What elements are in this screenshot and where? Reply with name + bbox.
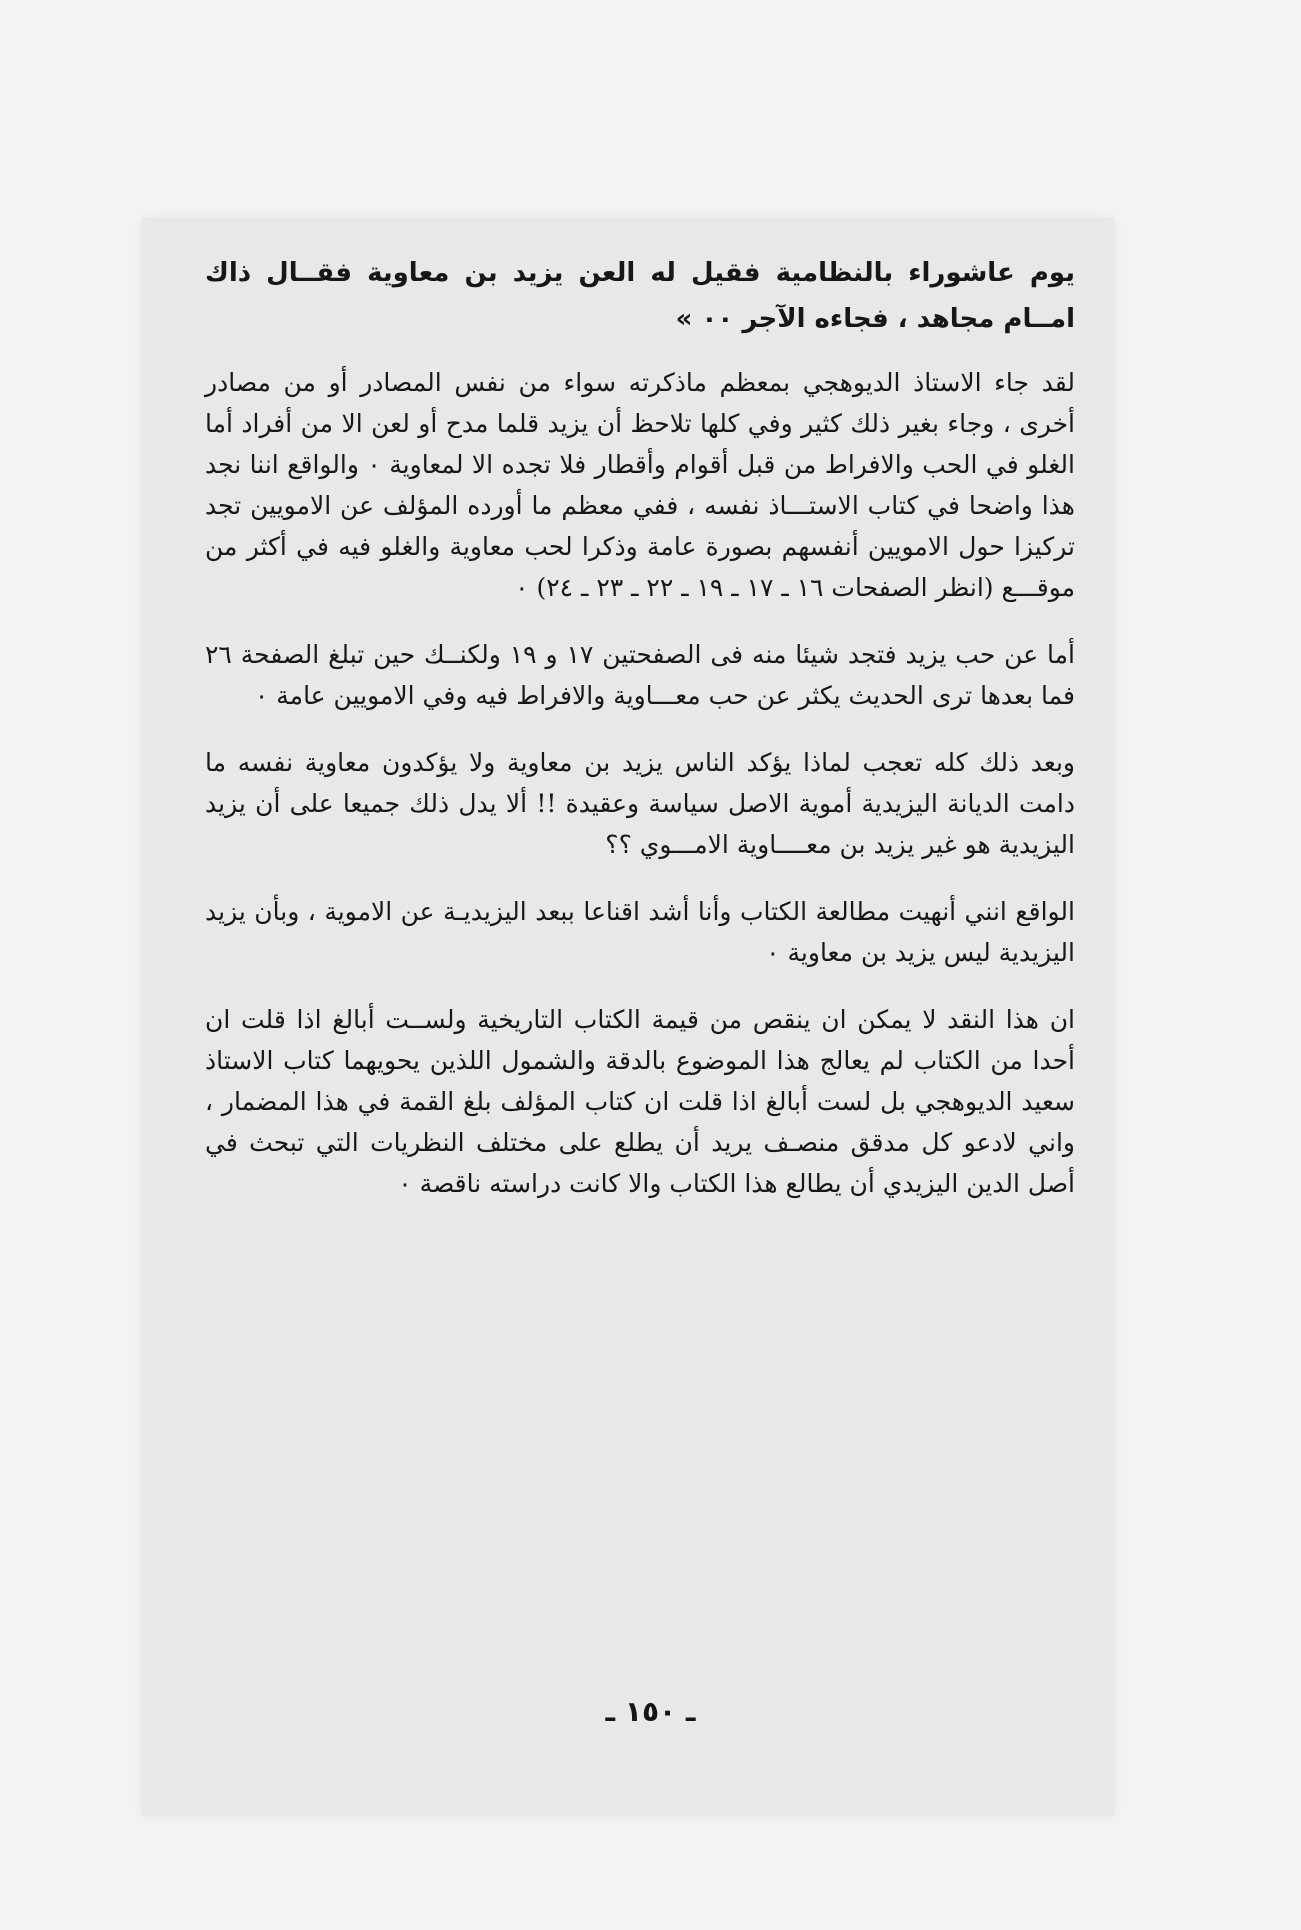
- paragraph-5: ان هذا النقد لا يمكن ان ينقص من قيمة الكتاب التاريخية ولســت أبالغ اذا قلت ان أحدا من الكتاب لم يعالج هذا الموضوع بالدقة والشمول اللذين يحويهما كتاب الاستاذ سعيد الديوهجي بل لست أبالغ اذا قلت ان كتاب المؤلف بلغ القمة في هذا المضمار ، واني لادعو كل مدقق منصـف يريد أن يطلع على مختلف النظريات التي تبحث في أصل الدين اليزيدي أن يطالع هذا الكتاب والا كانت دراسته ناقصة ٠: [205, 1005, 1075, 1198]
- text-block: [205, 250, 1075, 1230]
- paragraph-4: الواقع انني أنهيت مطالعة الكتاب وأنا أشد اقناعا ببعد اليزيديـة عن الاموية ، وبأن يزيد اليزيدية ليس يزيد بن معاوية ٠: [205, 897, 1075, 967]
- paragraph-2: أما عن حب يزيد فتجد شيئا منه فى الصفحتين ١٧ و ١٩ ولكنــك حين تبلغ الصفحة ٢٦ فما بعدها ترى الحديث يكثر عن حب معـــاوية والافراط فيه وفي الامويين عامة ٠: [205, 640, 1075, 710]
- opening-paragraph: يوم عاشوراء بالنظامية فقيل له العن يزيد بن معاوية فقــال ذاك امــام مجاهد ، فجاءه الآجر ٠٠ »: [205, 258, 1075, 334]
- paragraph-3: وبعد ذلك كله تعجب لماذا يؤكد الناس يزيد بن معاوية ولا يؤكدون معاوية نفسه ما دامت الديانة اليزيدية أموية الاصل سياسة وعقيدة !! ألا يدل ذلك جميعا على أن يزيد اليزيدية هو غير يزيد بن معــــاوية الامـــوي ؟؟: [205, 748, 1075, 859]
- paragraph-1: لقد جاء الاستاذ الديوهجي بمعظم ماذكرته سواء من نفس المصادر أو من مصادر أخرى ، وجاء بغير ذلك كثير وفي كلها تلاحظ أن يزيد قلما مدح أو لعن الا من أفراد أما الغلو في الحب والافراط من قبل أقوام وأقطار فلا تجده الا لمعاوية ٠ والواقع اننا نجد هذا واضحا في كتاب الاستـــاذ نفسه ، ففي معظم ما أورده المؤلف عن الامويين تجد تركيزا حول الامويين أنفسهم بصورة عامة وذكرا لحب معاوية والغلو فيه في أكثر من موقـــع (انظر الصفحات ١٦ ـ ١٧ ـ ١٩ ـ ٢٢ ـ ٢٣ ـ ٢٤) ٠: [205, 368, 1075, 602]
- page-number: ـ ١٥٠ ـ: [605, 1695, 696, 1728]
